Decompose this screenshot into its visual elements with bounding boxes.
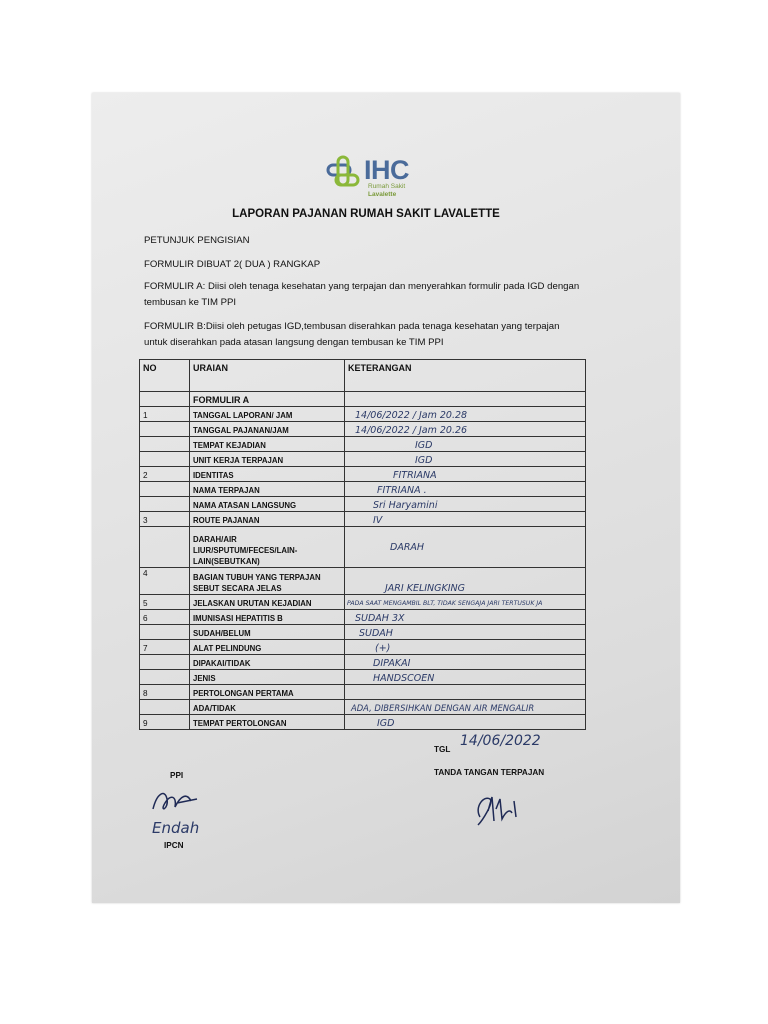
table-row <box>140 422 586 437</box>
row-uraian: TEMPAT PERTOLONGAN <box>190 715 345 730</box>
row-uraian: ALAT PELINDUNG <box>190 640 345 655</box>
table-row <box>140 452 586 467</box>
table-row <box>140 512 586 527</box>
table-header-row <box>140 360 586 392</box>
instructions-form-b: FORMULIR B:Diisi oleh petugas IGD,tembusan diserahkan pada tenaga kesehatan yang terpajan untuk diserahkan pada atasan langsung dengan tembusan ke TIM PPI <box>144 321 560 348</box>
logo-cross-icon <box>324 153 364 193</box>
row-keterangan: FITRIANA <box>345 467 586 482</box>
row-uraian: TANGGAL LAPORAN/ JAM <box>190 407 345 422</box>
table-row <box>140 655 586 670</box>
row-no <box>140 482 190 497</box>
row-keterangan: 14/06/2022 / Jam 20.26 <box>345 422 586 437</box>
row-uraian: TEMPAT KEJADIAN <box>190 437 345 452</box>
row-keterangan <box>345 392 586 407</box>
signature-mark-icon <box>468 781 528 829</box>
header-no: NO <box>140 360 190 392</box>
row-uraian: PERTOLONGAN PERTAMA <box>190 685 345 700</box>
table-row <box>140 527 586 568</box>
row-no <box>140 670 190 685</box>
row-keterangan: FITRIANA . <box>345 482 586 497</box>
row-keterangan: JARI KELINGKING <box>345 568 586 595</box>
row-no: 2 <box>140 467 190 482</box>
table-row <box>140 670 586 685</box>
logo-brand: IHC <box>364 155 409 185</box>
row-no: 3 <box>140 512 190 527</box>
row-no <box>140 422 190 437</box>
instructions-copies: FORMULIR DIBUAT 2( DUA ) RANGKAP <box>144 259 321 270</box>
row-keterangan: 14/06/2022 / Jam 20.28 <box>345 407 586 422</box>
instructions-heading: PETUNJUK PENGISIAN <box>144 235 250 246</box>
table-row <box>140 568 586 595</box>
header-uraian: URAIAN <box>190 360 345 392</box>
row-keterangan: DARAH <box>345 527 586 568</box>
row-uraian: ROUTE PAJANAN <box>190 512 345 527</box>
row-no <box>140 392 190 407</box>
ppi-label: PPI <box>170 771 184 780</box>
row-uraian: SUDAH/BELUM <box>190 625 345 640</box>
row-no: 8 <box>140 685 190 700</box>
row-no: 7 <box>140 640 190 655</box>
table-row <box>140 497 586 512</box>
date-label: TGL <box>434 745 451 754</box>
row-uraian: IDENTITAS <box>190 467 345 482</box>
exposure-form-table <box>139 359 586 730</box>
table-row <box>140 392 586 407</box>
row-uraian: FORMULIR A <box>190 392 345 407</box>
table-row <box>140 685 586 700</box>
ppi-signature-icon <box>147 783 207 819</box>
row-uraian: DARAH/AIR LIUR/SPUTUM/FECES/LAIN-LAIN(SEBUTKAN) <box>190 527 345 568</box>
row-no: 9 <box>140 715 190 730</box>
table-row <box>140 467 586 482</box>
row-uraian: NAMA ATASAN LANGSUNG <box>190 497 345 512</box>
table-row <box>140 715 586 730</box>
row-no <box>140 497 190 512</box>
row-no <box>140 700 190 715</box>
row-no: 6 <box>140 610 190 625</box>
date-value: 14/06/2022 <box>460 733 541 749</box>
table-row <box>140 482 586 497</box>
row-keterangan: PADA SAAT MENGAMBIL BLT, TIDAK SENGAJA JARI TERTUSUK JA <box>345 595 586 610</box>
signature-label: TANDA TANGAN TERPAJAN <box>434 768 545 777</box>
row-uraian: JELASKAN URUTAN KEJADIAN <box>190 595 345 610</box>
row-uraian: JENIS <box>190 670 345 685</box>
row-no <box>140 437 190 452</box>
row-uraian: IMUNISASI HEPATITIS B <box>190 610 345 625</box>
row-keterangan: IGD <box>345 715 586 730</box>
row-keterangan: SUDAH <box>345 625 586 640</box>
table-row <box>140 640 586 655</box>
row-keterangan: (+) <box>345 640 586 655</box>
row-uraian: TANGGAL PAJANAN/JAM <box>190 422 345 437</box>
table-row <box>140 407 586 422</box>
row-no: 5 <box>140 595 190 610</box>
logo-line2: Lavalette <box>368 191 397 198</box>
row-keterangan: DIPAKAI <box>345 655 586 670</box>
table-row <box>140 700 586 715</box>
row-keterangan: HANDSCOEN <box>345 670 586 685</box>
row-uraian: UNIT KERJA TERPAJAN <box>190 452 345 467</box>
table-row <box>140 625 586 640</box>
header-keterangan: KETERANGAN <box>345 360 586 392</box>
table-row <box>140 610 586 625</box>
page-title: LAPORAN PAJANAN RUMAH SAKIT LAVALETTE <box>232 208 500 220</box>
row-no <box>140 452 190 467</box>
instructions-form-a: FORMULIR A: Diisi oleh tenaga kesehatan yang terpajan dan menyerahkan formulir pada IGD dengan tembusan ke TIM PPI <box>144 281 580 308</box>
row-uraian: ADA/TIDAK <box>190 700 345 715</box>
row-uraian: BAGIAN TUBUH YANG TERPAJAN SEBUT SECARA JELAS <box>190 568 345 595</box>
row-keterangan: IV <box>345 512 586 527</box>
row-no: 4 <box>140 568 190 595</box>
row-keterangan <box>345 685 586 700</box>
row-uraian: NAMA TERPAJAN <box>190 482 345 497</box>
hospital-logo <box>324 153 424 201</box>
row-no <box>140 527 190 568</box>
table-row <box>140 595 586 610</box>
logo-line1: Rumah Sakit <box>368 183 406 190</box>
row-keterangan: IGD <box>345 452 586 467</box>
row-keterangan: ADA, DIBERSIHKAN DENGAN AIR MENGALIR <box>345 700 586 715</box>
row-keterangan: SUDAH 3X <box>345 610 586 625</box>
form-paper <box>92 93 680 903</box>
row-no <box>140 625 190 640</box>
row-uraian: DIPAKAI/TIDAK <box>190 655 345 670</box>
row-no <box>140 655 190 670</box>
row-keterangan: Sri Haryamini <box>345 497 586 512</box>
row-keterangan: IGD <box>345 437 586 452</box>
table-row <box>140 437 586 452</box>
ppi-signature-name: Endah <box>152 819 200 837</box>
ipcn-label: IPCN <box>164 841 184 850</box>
row-no: 1 <box>140 407 190 422</box>
